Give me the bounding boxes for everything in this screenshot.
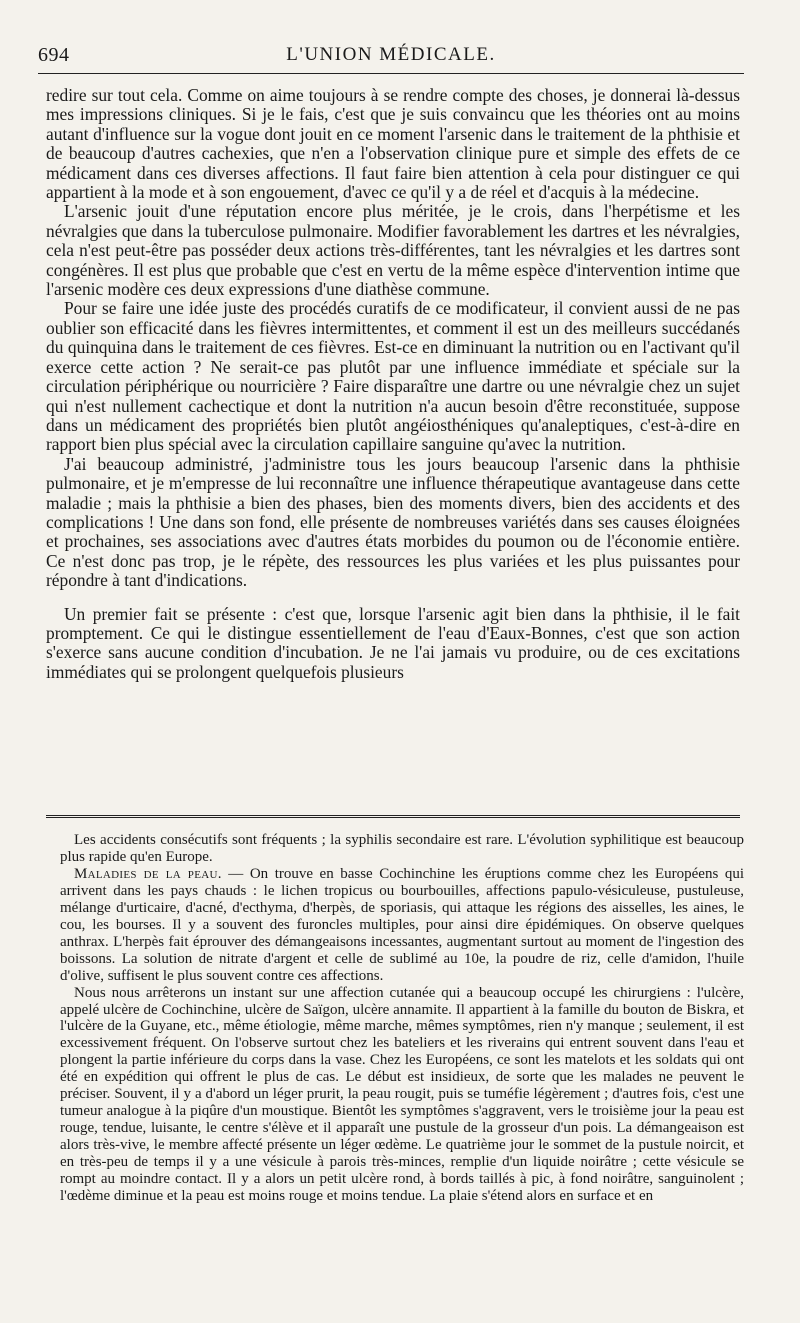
- note-body: — On trouve en basse Cochinchine les éruptions comme chez les Européens qui arrivent dans les pays chauds : le lichen tropicus ou bourbouilles, affections papulo-vésiculeuse, pustuleuse, mélange d'urticaire, d'acné, d'ecthyma, d'herpès, de sporiasis, qui attaque les régions des aisselles, les aines, le cou, les bourses. Il y a souvent des furoncles multiples, pour ainsi dire épidémiques. On observe quelques anthrax. L'herpès fait éprouver des démangeaisons incessantes, augmentant surtout au moment de l'ingestion des boissons. La solution de nitrate d'argent et celle de sublimé au 10e, la poudre de riz, celle d'amidon, l'huile d'olive, suffisent le plus souvent contre ces affections.: [60, 865, 744, 984]
- paragraph: J'ai beaucoup administré, j'administre tous les jours beaucoup l'arsenic dans la phthisie pulmonaire, et je m'empresse de lui reconnaître une influence thérapeutique avantageuse dans cette maladie ; mais la phthisie a bien des phases, bien des moments divers, bien des accidents et des complications ! Une dans son fond, elle présente de nombreuses variétés dans ses causes éloignées et prochaines, ses associations avec d'autres états morbides du poumon ou de l'économie entière. Ce n'est donc pas trop, je le répète, des ressources les plus variées et les plus puissantes pour répondre à tant d'indications.: [46, 453, 740, 591]
- note-paragraph: [60, 866, 744, 985]
- footnote-text: [60, 832, 744, 1205]
- note-paragraph: Les accidents consécutifs sont fréquents ; la syphilis secondaire est rare. L'évolution syphilitique est beaucoup plus rapide qu'en Europe.: [60, 832, 744, 865]
- header-rule: [38, 73, 744, 74]
- paragraph: Pour se faire une idée juste des procédés curatifs de ce modificateur, il convient aussi de ne pas oublier son efficacité dans les fièvres intermittentes, et comment il est un des meilleurs succédanés du quinquina dans le traitement de ces fièvres. Est-ce en diminuant la nutrition ou en l'activant qu'il exerce cette action ? Ne serait-ce pas plutôt par une influence immédiate et spéciale sur la circulation périphérique ou nourricière ? Faire disparaître une dartre ou une névralgie chez un sujet qui n'est nullement cachectique et dont la nutrition n'a aucun besoin d'être reconstituée, suppose dans un médicament des propriétés bien plutôt angéiosthéniques qu'analeptiques, c'est-à-dire en rapport bien plus spécial avec la circulation capillaire sanguine qu'avec la nutrition.: [46, 298, 740, 455]
- journal-title: L'UNION MÉDICALE.: [286, 44, 496, 65]
- running-head: [38, 44, 744, 74]
- note-heading: Maladies de la peau.: [74, 865, 222, 882]
- note-paragraph: Nous nous arrêterons un instant sur une affection cutanée qui a beaucoup occupé les chirurgiens : l'ulcère, appelé ulcère de Cochinchine, ulcère de Saïgon, ulcère annamite. Il appartient à la famille du bouton de Biskra, et l'ulcère de la Guyane, etc., même étiologie, même marche, mêmes symptômes, rien n'y manque ; seulement, il est excessivement fréquent. On l'observe surtout chez les bateliers et les riverains qui entrent souvent dans l'eau et plongent la partie inférieure du corps dans la vase. Chez les Européens, ce sont les matelots et les soldats qui ont été en expédition qui offrent le plus de cas. Le début est insidieux, de sorte que les malades ne peuvent le préciser. Souvent, il y a d'abord un léger prurit, la peau rougit, puis se tuméfie légèrement ; d'autres fois, c'est une tumeur analogue à la piqûre d'un moustique. Bientôt les symptômes s'aggravent, vers le troisième jour la peau est rouge, tendue, luisante, le centre s'élève et il apparaît une pustule de la grosseur d'un pois. La démangeaison est alors très-vive, le membre affecté présente un léger œdème. Le quatrième jour le sommet de la pustule noircit, et en très-peu de temps il y a une vésicule à parois très-minces, remplie d'un liquide noirâtre ; cette vésicule se rompt au moindre contact. Il y a alors un petit ulcère rond, à bords taillés à pic, à fond noirâtre, sanguinolent ; l'œdème diminue et la peau est moins rouge et moins tendue. La plaie s'étend alors en surface et en: [60, 984, 744, 1205]
- paragraph: L'arsenic jouit d'une réputation encore plus méritée, je le crois, dans l'herpétisme et les névralgies que dans la tuberculose pulmonaire. Modifier favorablement les dartres et les névralgies, cela n'est peut-être pas posséder deux actions très-différentes, tant les névralgies et les dartres sont congénères. Il est plus que probable que c'est en vertu de la même espèce d'intervention intime que l'arsenic modère ces deux expressions d'une diathèse commune.: [46, 201, 740, 300]
- paragraph: redire sur tout cela. Comme on aime toujours à se rendre compte des choses, je donnerai là-dessus mes impressions cliniques. Si je le fais, c'est que je suis convaincu que les théories ont au moins autant d'influence sur la vogue dont jouit en ce moment l'arsenic dans le traitement de la phthisie et de beaucoup d'autres cachexies, que n'en a l'observation clinique pure et simple des effets de ce médicament dans ces diverses affections. Il faut faire bien attention à cela pour distinguer ce qui appartient à la mode et à son engouement, d'avec ce qu'il y a de réel et d'acquis à la médecine.: [46, 85, 740, 203]
- section-divider: [46, 815, 740, 818]
- main-text: [46, 86, 740, 682]
- page-number: 694: [38, 44, 70, 66]
- paragraph: Un premier fait se présente : c'est que, lorsque l'arsenic agit bien dans la phthisie, il le fait promptement. Ce qui le distingue essentiellement de l'eau d'Eaux-Bonnes, c'est que son action s'exerce sans aucune condition d'incubation. Je ne l'ai jamais vu produire, ou de ces excitations immédiates qui se prolongent quelquefois plusieurs: [46, 603, 740, 682]
